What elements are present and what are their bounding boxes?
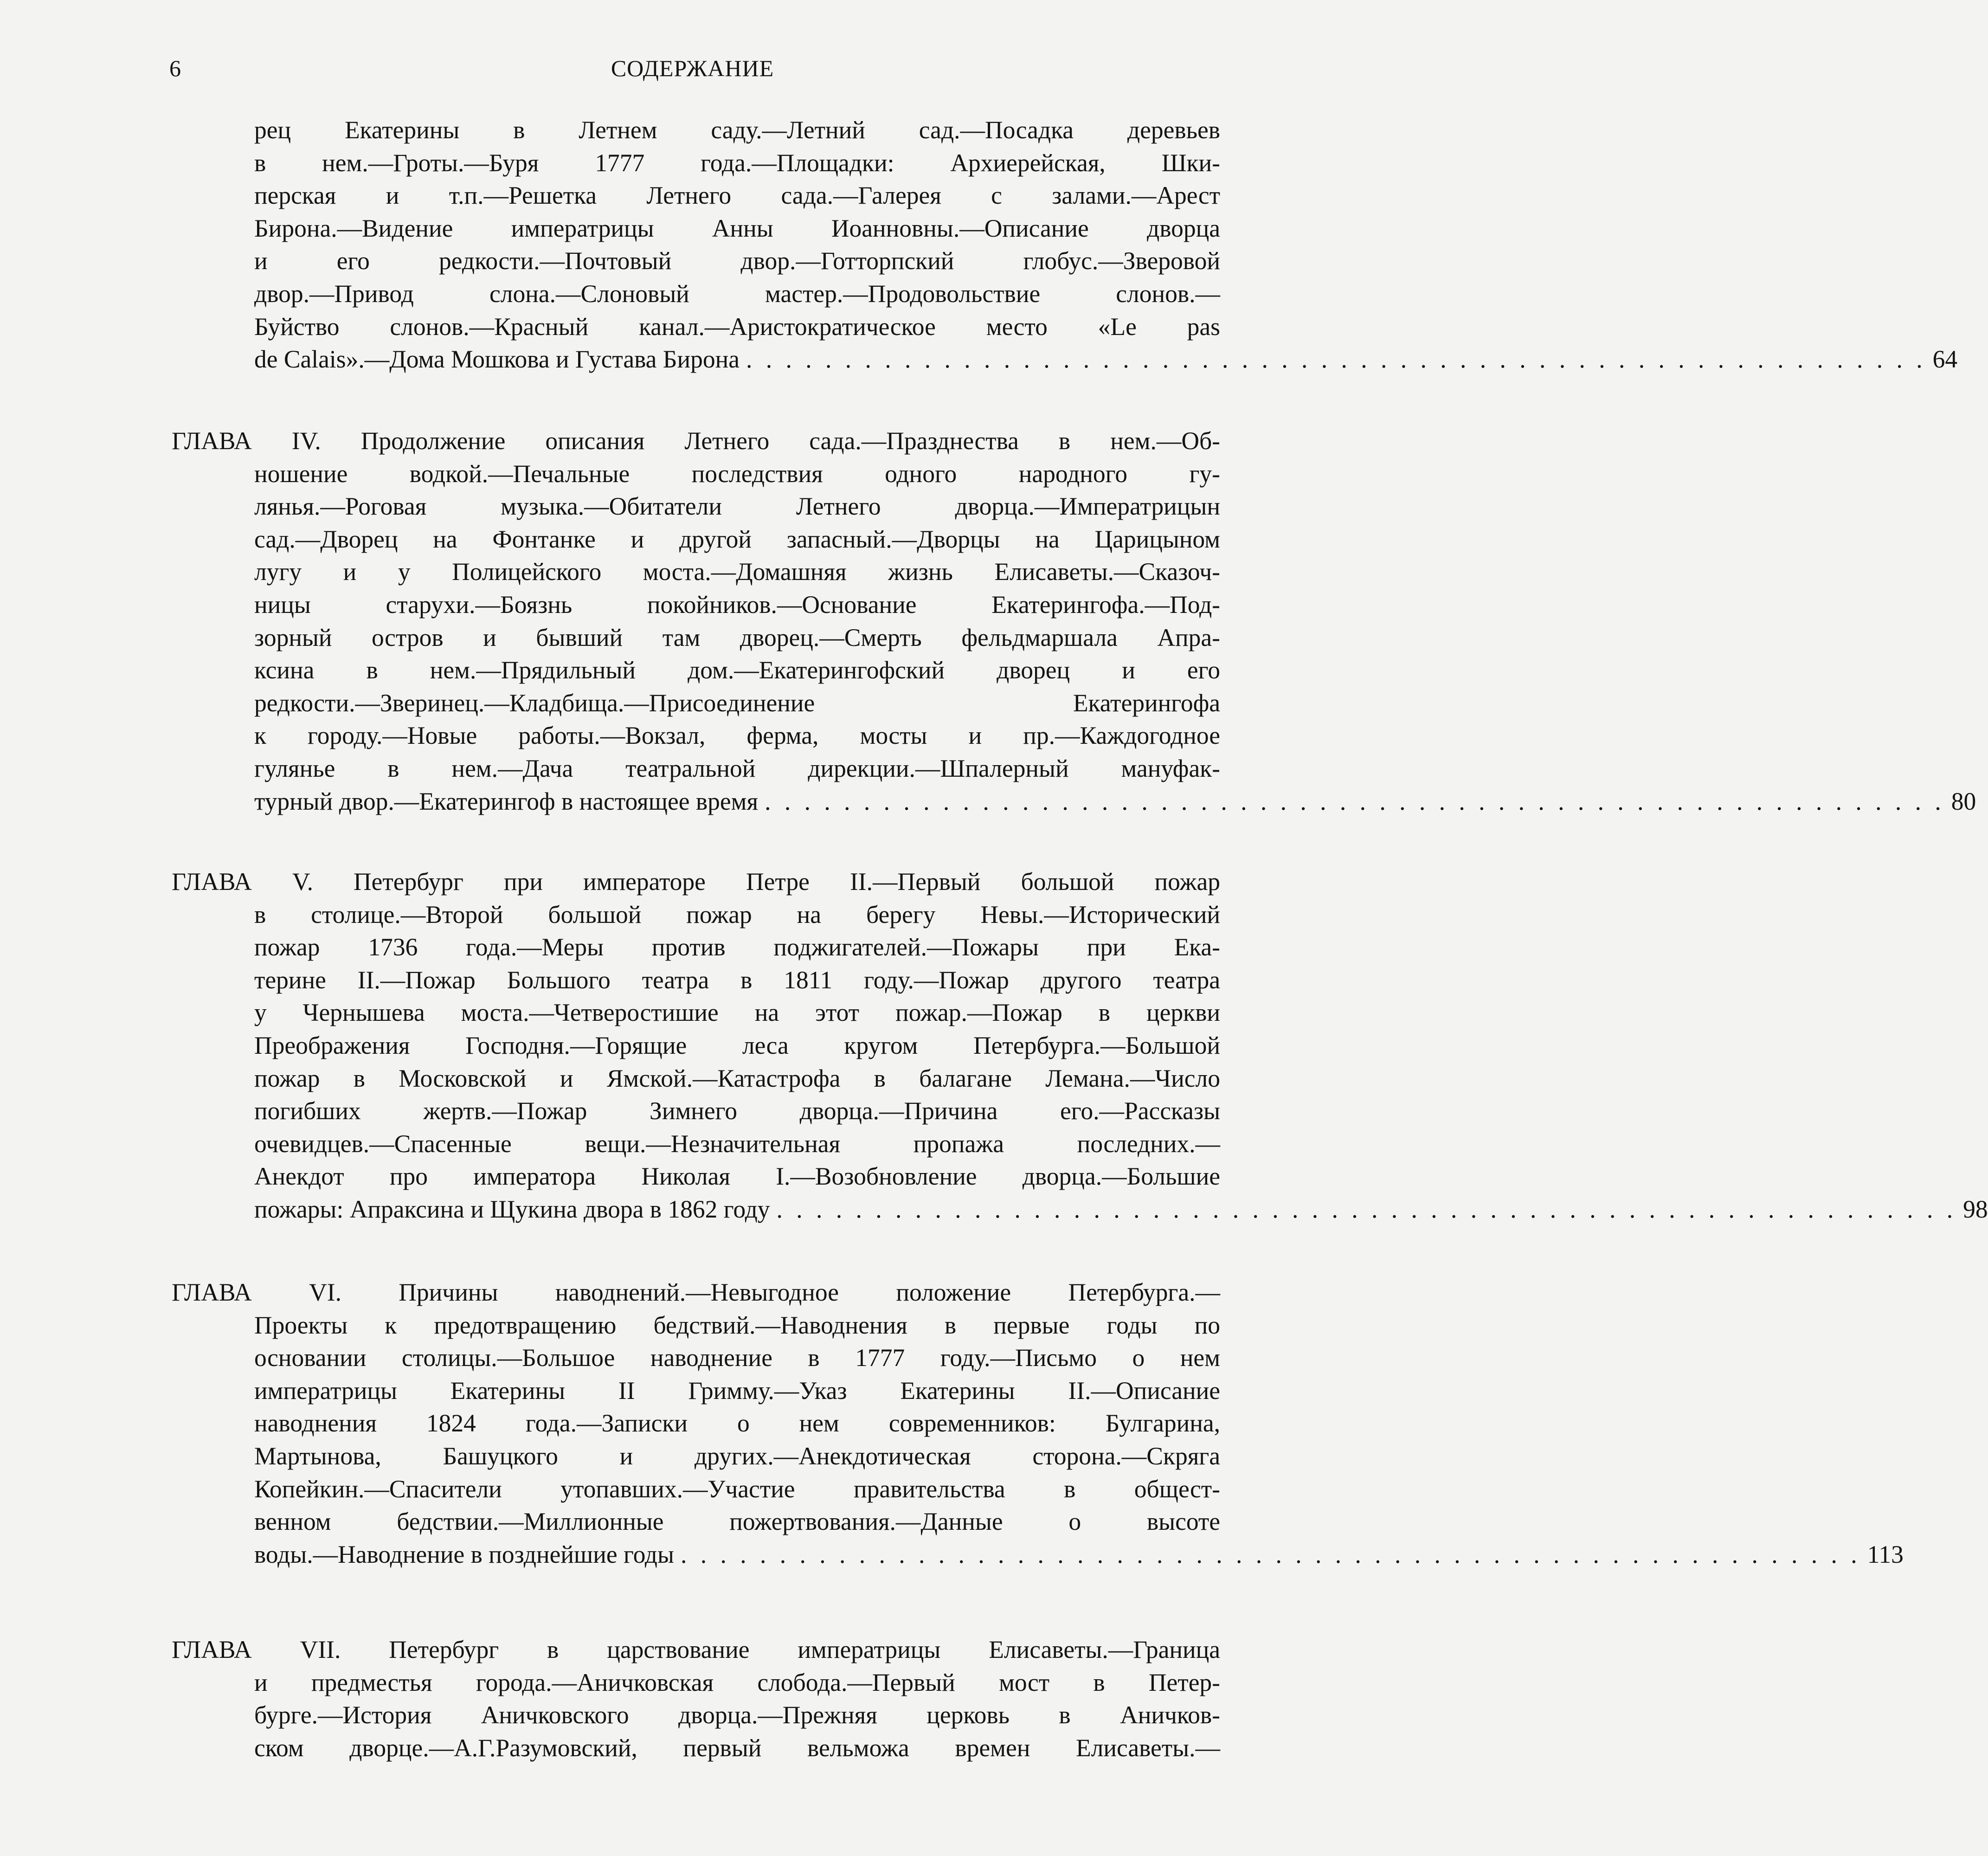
toc-entry-line: в нем.—Гроты.—Буря 1777 года.—Площадки: Архиерейская, Шки- — [254, 148, 1220, 177]
dot-leader: . . . . . . . . . . . . . . . . . . . . . . . . . . . . . . . . . . . . . . . . . . . . . . . . . . . . . . . . . . . . — [680, 1540, 1861, 1568]
toc-entry-line: очевидцев.—Спасенные вещи.—Незначительная пропажа последних.— — [254, 1129, 1220, 1158]
toc-entry-line: у Чернышева моста.—Четверостишие на этот пожар.—Пожар в церкви — [254, 999, 1220, 1027]
toc-entry-line: венном бедствии.—Миллионные пожертвования.—Данные о высоте — [254, 1508, 1220, 1536]
toc-entry-line: императрицы Екатерины II Гримму.—Указ Екатерины II.—Описание — [254, 1376, 1220, 1405]
toc-entry-line: ском дворце.—А.Г.Разумовский, первый вельможа времен Елисаветы.— — [254, 1734, 1220, 1762]
running-title: СОДЕРЖАНИЕ — [611, 55, 774, 81]
toc-entry-line: лянья.—Роговая музыка.—Обитатели Летнего дворца.—Императрицын — [254, 492, 1220, 521]
toc-entry-line: лугу и у Полицейского моста.—Домашняя жизнь Елисаветы.—Сказоч- — [254, 558, 1220, 586]
page-header — [169, 55, 1216, 92]
toc-entry-line: перская и т.п.—Решетка Летнего сада.—Галерея с залами.—Арест — [254, 181, 1220, 210]
toc-entry-line: погибших жертв.—Пожар Зимнего дворца.—Причина его.—Рассказы — [254, 1097, 1220, 1125]
toc-entry-last-line — [254, 1193, 1988, 1226]
dot-leader: . . . . . . . . . . . . . . . . . . . . . . . . . . . . . . . . . . . . . . . . . . . . . . . . . . . . . . . . . . . . — [776, 1195, 1957, 1223]
toc-entry-line: и его редкости.—Почтовый двор.—Готторпский глобус.—Зверовой — [254, 247, 1220, 275]
page-number: 6 — [169, 55, 181, 81]
toc-entry-line: ГЛАВА VII. Петербург в царствование императрицы Елисаветы.—Граница — [172, 1636, 1220, 1663]
toc-entry-line: Проекты к предотвращению бедствий.—Наводнения в первые годы по — [254, 1311, 1220, 1339]
toc-entry-line: турный двор.—Екатерингоф в настоящее время — [254, 787, 759, 815]
toc-entry-last-line — [254, 343, 1958, 376]
toc-entry-last-line — [254, 785, 1976, 818]
toc-entry-chapter-4 — [172, 425, 1976, 818]
toc-entry-line: ношение водкой.—Печальные последствия одного народного гу- — [254, 459, 1220, 488]
toc-entry-line: терине II.—Пожар Большого театра в 1811 году.—Пожар другого театра — [254, 966, 1220, 994]
toc-page-number: 64 — [1932, 345, 1958, 374]
toc-entry-line: воды.—Наводнение в позднейшие годы — [254, 1540, 674, 1568]
toc-entry-line: ГЛАВА V. Петербург при императоре Петре II.—Первый большой пожар — [172, 868, 1220, 896]
toc-entry-line: сад.—Дворец на Фонтанке и другой запасный.—Дворцы на Царицыном — [254, 525, 1220, 553]
toc-entry-line: Анекдот про императора Николая I.—Возобновление дворца.—Большие — [254, 1162, 1220, 1191]
toc-entry-line: бурге.—История Аничковского дворца.—Прежняя церковь в Аничков- — [254, 1701, 1220, 1729]
toc-entry-line: к городу.—Новые работы.—Вокзал, ферма, мосты и пр.—Каждогодное — [254, 722, 1220, 750]
dot-leader: . . . . . . . . . . . . . . . . . . . . . . . . . . . . . . . . . . . . . . . . . . . . . . . . . . . . . . . . . . . . — [746, 345, 1926, 374]
toc-entry-chapter-3-continued — [172, 114, 1958, 376]
toc-entry-line: Копейкин.—Спасители утопавших.—Участие правительства в общест- — [254, 1475, 1220, 1503]
toc-entry-line: Буйство слонов.—Красный канал.—Аристократическое место «Le pas — [254, 312, 1220, 341]
toc-entry-line: ГЛАВА IV. Продолжение описания Летнего сада.—Празднества в нем.—Об- — [172, 427, 1220, 455]
toc-entry-line: ГЛАВА VI. Причины наводнений.—Невыгодное положение Петербурга.— — [172, 1278, 1220, 1306]
dot-leader: . . . . . . . . . . . . . . . . . . . . . . . . . . . . . . . . . . . . . . . . . . . . . . . . . . . . . . . . . . . . — [765, 787, 1945, 815]
toc-entry-line: de Calais».—Дома Мошкова и Густава Бирона — [254, 345, 740, 374]
toc-entry-line: рец Екатерины в Летнем саду.—Летний сад.—Посадка деревьев — [254, 116, 1220, 144]
toc-entry-line: пожар в Московской и Ямской.—Катастрофа в балагане Лемана.—Число — [254, 1064, 1220, 1092]
toc-entry-line: и предместья города.—Аничковская слобода.—Первый мост в Петер- — [254, 1668, 1220, 1696]
toc-entry-line: Преображения Господня.—Горящие леса кругом Петербурга.—Большой — [254, 1031, 1220, 1059]
toc-entry-line: Мартынова, Башуцкого и других.—Анекдотическая сторона.—Скряга — [254, 1442, 1220, 1470]
toc-page-number: 98 — [1963, 1195, 1988, 1223]
toc-page-number: 80 — [1951, 787, 1976, 815]
toc-entry-line: основании столицы.—Большое наводнение в 1777 году.—Письмо о нем — [254, 1344, 1220, 1372]
toc-entry-line: двор.—Привод слона.—Слоновый мастер.—Продовольствие слонов.— — [254, 279, 1220, 308]
toc-entry-chapter-5 — [172, 865, 1988, 1226]
toc-entry-line: зорный остров и бывший там дворец.—Смерть фельдмаршала Апра- — [254, 623, 1220, 651]
toc-entry-line: Бирона.—Видение императрицы Анны Иоанновны.—Описание дворца — [254, 214, 1220, 242]
toc-entry-line: гулянье в нем.—Дача театральной дирекции.—Шпалерный мануфак- — [254, 754, 1220, 782]
toc-entry-line: ксина в нем.—Прядильный дом.—Екатерингофский дворец и его — [254, 656, 1220, 684]
toc-page-number: 113 — [1867, 1540, 1904, 1568]
toc-entry-line: редкости.—Зверинец.—Кладбища.—Присоединение Екатерингофа — [254, 689, 1220, 717]
toc-entry-line: пожар 1736 года.—Меры против поджигателей.—Пожары при Ека- — [254, 933, 1220, 961]
toc-entry-chapter-7 — [172, 1633, 1220, 1764]
toc-entry-line: пожары: Апраксина и Щукина двора в 1862 году — [254, 1195, 770, 1223]
toc-entry-line: в столице.—Второй большой пожар на берегу Невы.—Исторический — [254, 900, 1220, 928]
toc-entry-chapter-6 — [172, 1276, 1904, 1571]
toc-entry-line: наводнения 1824 года.—Записки о нем современников: Булгарина, — [254, 1409, 1220, 1437]
toc-entry-line: ницы старухи.—Боязнь покойников.—Основание Екатерингофа.—Под- — [254, 590, 1220, 619]
toc-entry-last-line — [254, 1538, 1904, 1571]
